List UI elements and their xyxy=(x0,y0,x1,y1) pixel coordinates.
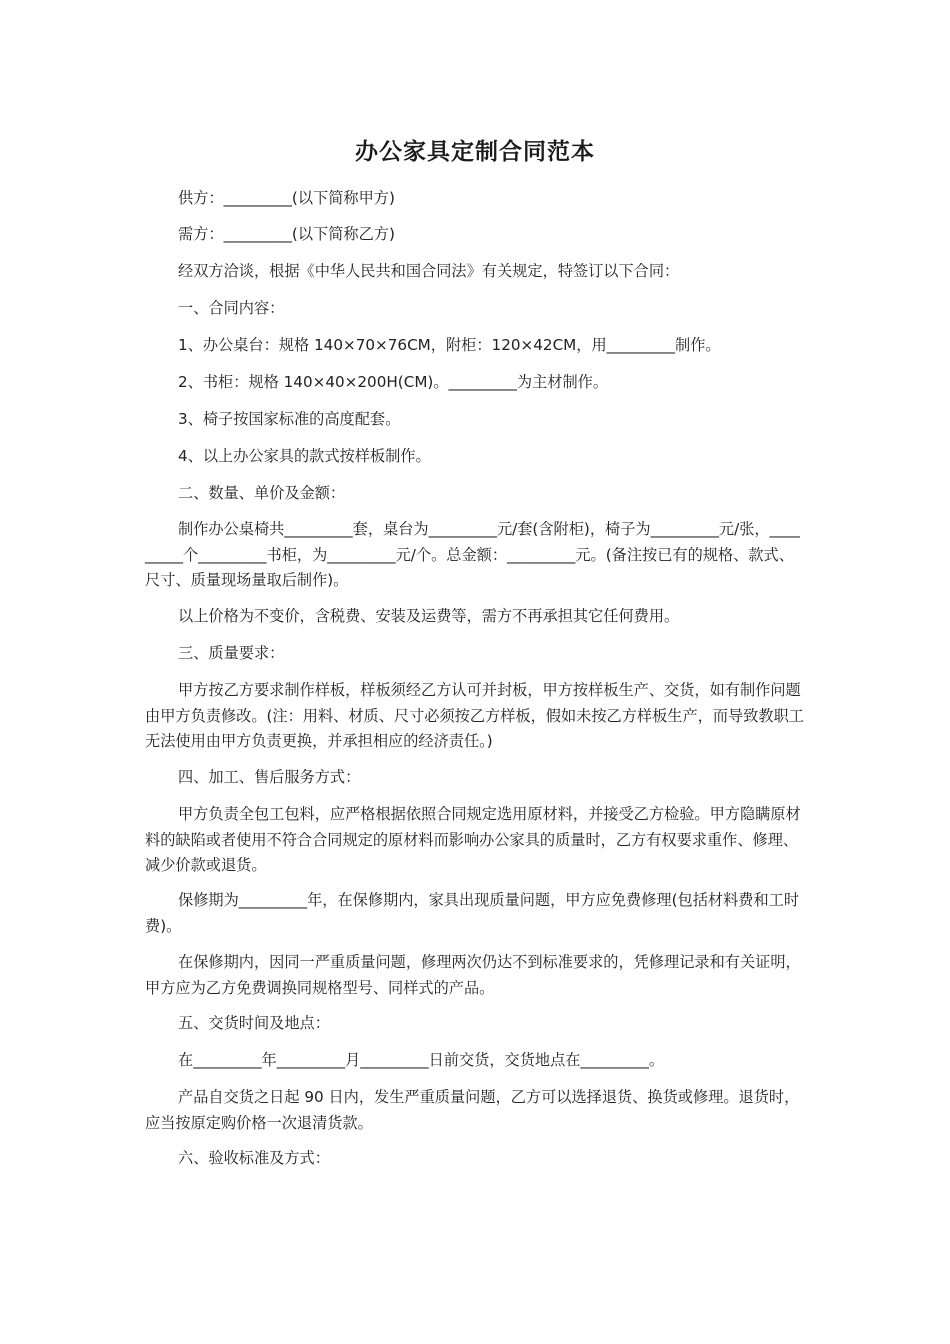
paragraph-price-note: 以上价格为不变价，含税费、安装及运费等，需方不再承担其它任何费用。 xyxy=(178,607,680,625)
paragraph-quantity: 制作办公桌椅共_________套，桌台为_________元/套(含附柜)，椅子为_________元/张，_________个_________书柜，为_________元/个。总金额：_________元。(备注按已有的规格、款式、尺寸、质量现场量取后制作)。 xyxy=(145,520,800,589)
paragraph-preamble: 经双方洽谈，根据《中华人民共和国合同法》有关规定，特签订以下合同： xyxy=(178,262,680,280)
section-heading-1: 一、合同内容： xyxy=(178,299,285,317)
paragraph-item-2: 2、书柜：规格 140×40×200H(CM)。_________为主材制作。 xyxy=(178,373,609,391)
paragraph-delivery: 在_________年_________月_________日前交货，交货地点在_________。 xyxy=(178,1051,664,1069)
section-heading-3: 三、质量要求： xyxy=(178,644,285,662)
document-title: 办公家具定制合同范本 xyxy=(355,139,595,165)
paragraph-replacement: 在保修期内，因同一严重质量问题，修理两次仍达不到标准要求的，凭修理记录和有关证明，甲方应为乙方免费调换同规格型号、同样式的产品。 xyxy=(145,953,801,997)
section-heading-2: 二、数量、单价及金额： xyxy=(178,484,346,502)
paragraph-buyer: 需方：_________(以下简称乙方) xyxy=(178,225,395,243)
paragraph-warranty: 保修期为_________年，在保修期内，家具出现质量问题，甲方应免费修理(包括材料费和工时费)。 xyxy=(145,891,800,935)
paragraph-processing: 甲方负责全包工包料，应严格根据依照合同规定选用原材料，并接受乙方检验。甲方隐瞒原材料的缺陷或者使用不符合合同规定的原材料而影响办公家具的质量时，乙方有权要求重作、修理、减少价款或退货。 xyxy=(145,805,801,874)
paragraph-quality: 甲方按乙方要求制作样板，样板须经乙方认可并封板，甲方按样板生产、交货，如有制作问题由甲方负责修改。(注：用料、材质、尺寸必须按乙方样板，假如未按乙方样板生产，而导致教职工无法使用由甲方负责更换，并承担相应的经济责任。) xyxy=(145,681,804,750)
section-heading-4: 四、加工、售后服务方式： xyxy=(178,768,361,786)
paragraph-supplier: 供方：_________(以下简称甲方) xyxy=(178,189,395,207)
paragraph-item-3: 3、椅子按国家标准的高度配套。 xyxy=(178,410,401,428)
section-heading-6: 六、验收标准及方式： xyxy=(178,1149,330,1167)
paragraph-return: 产品自交货之日起 90 日内，发生严重质量问题，乙方可以选择退货、换货或修理。退货时，应当按原定购价格一次退清货款。 xyxy=(145,1088,800,1132)
paragraph-item-1: 1、办公桌台：规格 140×70×76CM，附柜：120×42CM，用_________制作。 xyxy=(178,336,721,354)
paragraph-item-4: 4、以上办公家具的款式按样板制作。 xyxy=(178,447,431,465)
section-heading-5: 五、交货时间及地点： xyxy=(178,1014,330,1032)
